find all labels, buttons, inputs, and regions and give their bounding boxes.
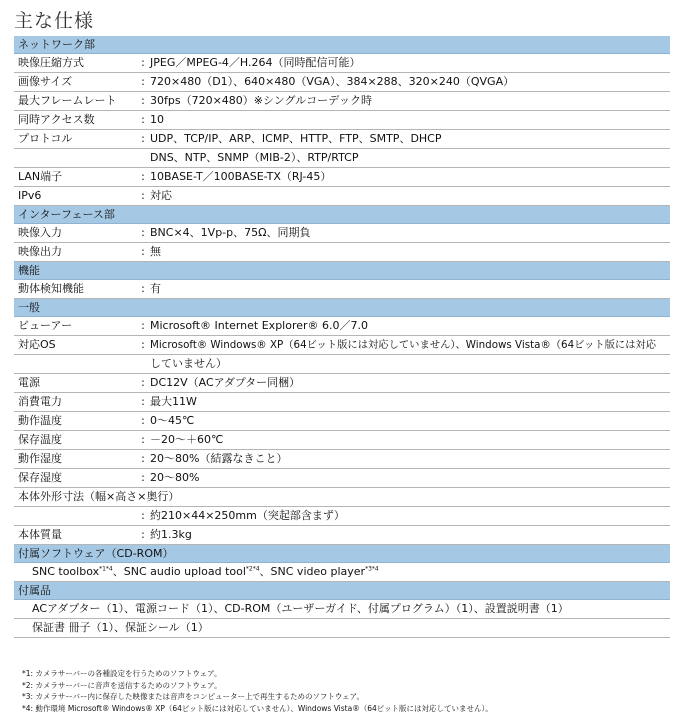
spec-label: 動作湿度 (18, 452, 62, 465)
spec-value: していません） (150, 357, 227, 370)
spec-label: 電源 (18, 376, 40, 389)
spec-value: Microsoft® Windows® XP（64ビット版には対応していません）、Windows Vista®（64ビット版には対応 (150, 339, 657, 351)
spec-row-dims (14, 507, 670, 526)
spec-value: 10BASE-T／100BASE-TX（RJ-45） (150, 170, 332, 183)
spec-label: 映像出力 (18, 245, 62, 258)
software-audio-upload: 、SNC audio upload tool (112, 565, 246, 578)
footnote-ref: *3*4 (365, 565, 379, 573)
spec-label: 消費電力 (18, 395, 62, 408)
section-network: ネットワーク部 (14, 36, 670, 54)
spec-row-op-temp (14, 412, 670, 431)
spec-label: 動作温度 (18, 414, 62, 427)
spec-value: DNS、NTP、SNMP（MIB-2）、RTP/RTCP (150, 151, 359, 164)
spec-label: IPv6 (18, 189, 42, 202)
spec-value: UDP、TCP/IP、ARP、ICMP、HTTP、FTP、SMTP、DHCP (150, 132, 442, 145)
spec-row-video-in (14, 224, 670, 243)
spec-row-access (14, 111, 670, 130)
colon: : (141, 528, 145, 541)
spec-label: 保存湿度 (18, 471, 62, 484)
spec-value: －20～＋60℃ (150, 433, 224, 446)
spec-row-protocol-cont (14, 149, 670, 168)
spec-value: 10 (150, 113, 164, 126)
spec-row-op-hum (14, 450, 670, 469)
accessories-line-1: ACアダプター（1）、電源コード（1）、CD-ROM（ユーザーガイド、付属プログラム）（1）、設置説明書（1） (14, 600, 670, 619)
colon: : (141, 56, 145, 69)
colon: : (141, 395, 145, 408)
colon: : (141, 433, 145, 446)
spec-row-protocol (14, 130, 670, 149)
colon: : (141, 170, 145, 183)
spec-value: Microsoft® Internet Explorer® 6.0／7.0 (150, 319, 369, 332)
spec-value: 無 (150, 245, 161, 258)
spec-row-frame (14, 92, 670, 111)
colon: : (141, 338, 145, 351)
colon: : (141, 189, 145, 202)
colon: : (141, 376, 145, 389)
spec-value: 有 (150, 282, 161, 295)
spec-table (14, 36, 670, 638)
spec-value: 20～80%（結露なきこと） (150, 452, 288, 465)
spec-label: 最大フレームレート (18, 94, 117, 107)
spec-label: 映像圧縮方式 (18, 56, 84, 69)
section-accessories: 付属品 (14, 582, 670, 600)
colon: : (141, 452, 145, 465)
colon: : (141, 75, 145, 88)
colon: : (141, 319, 145, 332)
colon: : (141, 282, 145, 295)
section-function: 機能 (14, 262, 670, 280)
spec-value: 30fps（720×480）※シングルコーデック時 (150, 94, 372, 107)
accessories-line-2: 保証書 冊子（1）、保証シール（1） (14, 619, 670, 638)
spec-value: 0～45℃ (150, 414, 195, 427)
footnote-ref: *2*4 (245, 565, 260, 573)
footnote-1: *1: カメラサーバーの各種設定を行うためのソフトウェア。 (22, 669, 222, 678)
software-list (14, 563, 670, 582)
software-toolbox: SNC toolbox (32, 565, 100, 578)
footnote-2: *2: カメラサーバーに音声を送信するためのソフトウェア。 (22, 680, 222, 690)
section-interface: インターフェース部 (14, 206, 670, 224)
spec-label: 本体質量 (18, 528, 62, 541)
colon: : (141, 414, 145, 427)
spec-row-os (14, 336, 670, 355)
colon: : (141, 471, 145, 484)
colon: : (141, 226, 145, 239)
spec-value: 20～80% (150, 471, 200, 484)
colon: : (141, 113, 145, 126)
spec-label: 画像サイズ (18, 75, 73, 88)
spec-row-video-out (14, 243, 670, 262)
spec-label: 本体外形寸法（幅×高さ×奥行） (18, 490, 180, 503)
spec-row-st-temp (14, 431, 670, 450)
colon: : (141, 245, 145, 258)
spec-row-mass (14, 526, 670, 545)
colon: : (141, 94, 145, 107)
page-title: 主な仕様 (14, 10, 95, 32)
spec-row-dims-label (14, 488, 670, 507)
section-software: 付属ソフトウェア（CD-ROM） (14, 545, 670, 563)
spec-row-size (14, 73, 670, 92)
software-video-player: 、SNC video player (259, 565, 366, 578)
spec-row-motion (14, 280, 670, 299)
footnote-4: *4: 動作環境 Microsoft® Windows® XP（64ビット版には対応していません）、Windows Vista®（64ビット版には対応していません）。 (22, 703, 493, 713)
spec-label: LAN端子 (18, 170, 63, 183)
spec-row-os-cont (14, 355, 670, 374)
section-general: 一般 (14, 299, 670, 317)
spec-label: 同時アクセス数 (18, 113, 95, 126)
spec-row-lan (14, 168, 670, 187)
spec-row-codec (14, 54, 670, 73)
spec-label: ビューアー (18, 319, 73, 332)
spec-label: 映像入力 (18, 226, 62, 239)
spec-value: 対応 (150, 189, 172, 202)
spec-value: 720×480（D1）、640×480（VGA）、384×288、320×240（QVGA） (150, 75, 515, 88)
spec-row-power (14, 374, 670, 393)
spec-row-consumption (14, 393, 670, 412)
footnote-ref: *1*4 (99, 565, 113, 573)
spec-value: JPEG／MPEG-4／H.264（同時配信可能） (150, 56, 361, 69)
spec-value: 最大11W (150, 395, 197, 408)
colon: : (141, 509, 145, 522)
spec-label: 動体検知機能 (18, 282, 84, 295)
spec-label: 対応OS (18, 338, 56, 351)
spec-value: 約1.3kg (150, 528, 192, 541)
spec-value: BNC×4、1Vp-p、75Ω、同期負 (150, 226, 311, 239)
spec-row-st-hum (14, 469, 670, 488)
footnote-3: *3: カメラサーバー内に保存した映像または音声をコンピューター上で再生するためのソフトウェア。 (22, 692, 365, 701)
colon: : (141, 132, 145, 145)
spec-row-viewer (14, 317, 670, 336)
spec-label: 保存温度 (18, 433, 62, 446)
spec-value: DC12V（ACアダプター同梱） (150, 376, 301, 389)
spec-row-ipv6 (14, 187, 670, 206)
spec-value: 約210×44×250mm（突起部含まず） (150, 509, 345, 522)
footnotes (22, 668, 493, 714)
spec-label: プロトコル (18, 132, 73, 145)
